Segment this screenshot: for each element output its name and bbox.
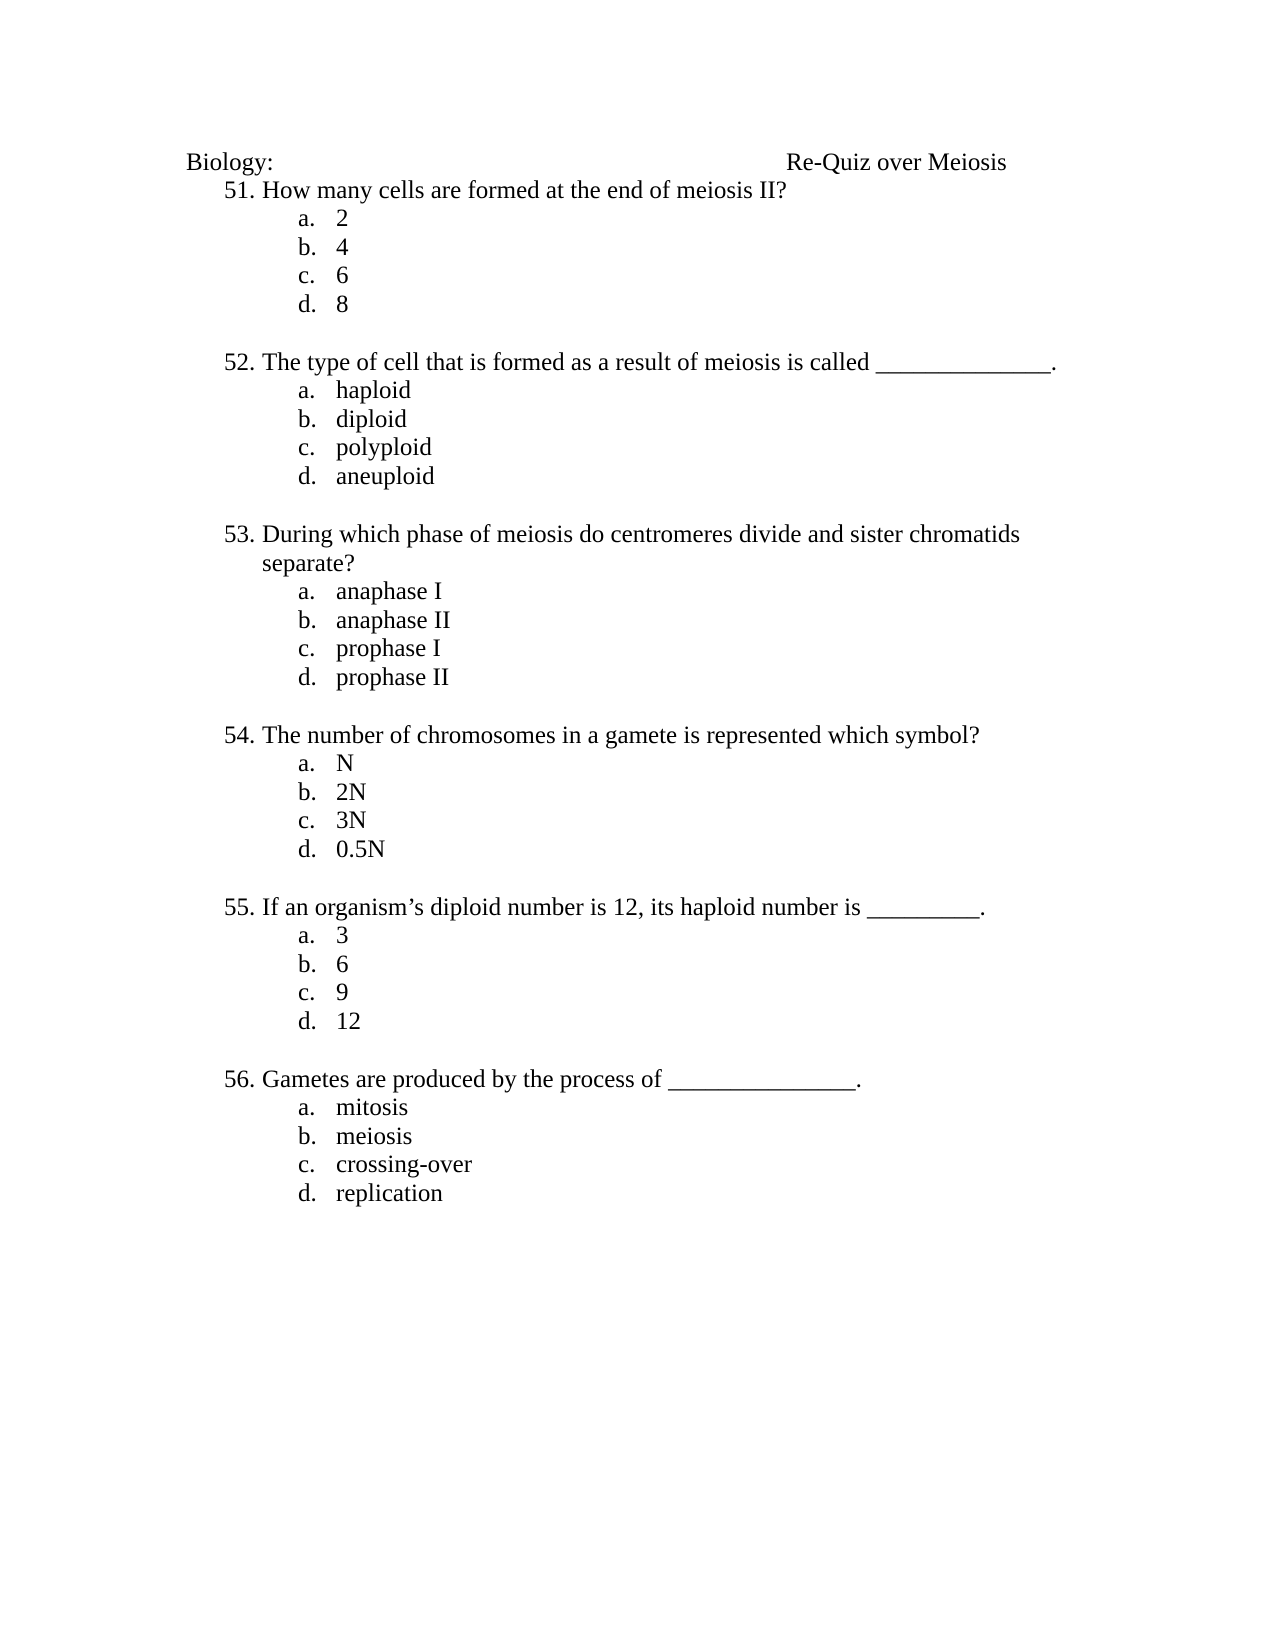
option-d xyxy=(224,1180,1054,1209)
option-c xyxy=(224,262,1054,291)
option-text: 6 xyxy=(336,262,349,290)
option-text: meiosis xyxy=(336,1122,413,1150)
question-text-continuation: separate? xyxy=(262,550,355,577)
option-a xyxy=(224,377,1054,406)
option-text: 8 xyxy=(336,290,349,318)
option-c xyxy=(224,979,1054,1008)
option-text: N xyxy=(336,750,355,777)
option-letter: b. xyxy=(298,233,317,261)
option-letter: d. xyxy=(298,835,317,863)
option-letter: b. xyxy=(298,405,317,433)
question-text: If an organism’s diploid number is 12, its haploid number is _________. xyxy=(262,894,986,921)
question-text: Gametes are produced by the process of _______________. xyxy=(262,1066,862,1093)
question-number: 54. xyxy=(224,722,256,749)
options-list xyxy=(224,922,1054,1036)
option-letter: a. xyxy=(298,750,316,777)
option-text: 2 xyxy=(336,205,349,232)
question-text: The type of cell that is formed as a result of meiosis is called ______________. xyxy=(262,349,1057,376)
option-text: mitosis xyxy=(336,1094,409,1121)
option-text: prophase I xyxy=(336,635,441,663)
option-text: 12 xyxy=(336,1007,361,1035)
option-letter: a. xyxy=(298,205,316,232)
option-letter: c. xyxy=(298,979,316,1007)
option-letter: c. xyxy=(298,807,316,835)
option-text: anaphase I xyxy=(336,578,443,605)
question-54 xyxy=(224,721,1054,864)
option-b xyxy=(224,779,1054,808)
option-text: 3 xyxy=(336,922,349,949)
quiz-title: Re-Quiz over Meiosis xyxy=(786,149,1007,176)
question-number: 55. xyxy=(224,894,256,921)
option-text: 6 xyxy=(336,950,349,978)
question-number: 52. xyxy=(224,349,256,376)
option-d xyxy=(224,291,1054,320)
question-number: 53. xyxy=(224,521,256,548)
question-stem xyxy=(224,348,1057,377)
option-letter: c. xyxy=(298,635,316,663)
option-text: haploid xyxy=(336,377,411,404)
option-letter: d. xyxy=(298,663,317,691)
option-a xyxy=(224,922,1054,951)
options-list xyxy=(224,205,1054,319)
option-letter: b. xyxy=(298,1122,317,1150)
options-list xyxy=(224,1094,1054,1208)
question-text: How many cells are formed at the end of meiosis II? xyxy=(262,177,787,204)
option-letter: d. xyxy=(298,1007,317,1035)
option-d xyxy=(224,836,1054,865)
subject-heading: Biology: xyxy=(186,149,274,176)
question-stem xyxy=(224,721,1054,750)
question-stem xyxy=(224,1065,1054,1094)
option-b xyxy=(224,951,1054,980)
option-text: aneuploid xyxy=(336,462,435,490)
option-b xyxy=(224,1123,1054,1152)
option-letter: b. xyxy=(298,778,317,806)
option-d xyxy=(224,463,1054,492)
option-text: 9 xyxy=(336,979,349,1007)
option-d xyxy=(224,1008,1054,1037)
options-list xyxy=(224,750,1054,864)
question-53 xyxy=(224,520,1054,692)
option-letter: a. xyxy=(298,578,316,605)
option-letter: b. xyxy=(298,950,317,978)
option-c xyxy=(224,434,1054,463)
option-letter: d. xyxy=(298,462,317,490)
options-list xyxy=(224,377,1054,491)
question-52 xyxy=(224,348,1057,491)
option-letter: a. xyxy=(298,922,316,949)
option-letter: c. xyxy=(298,262,316,290)
option-letter: c. xyxy=(298,434,316,462)
option-text: 4 xyxy=(336,233,349,261)
question-stem xyxy=(224,176,1054,205)
question-number: 56. xyxy=(224,1066,256,1093)
option-text: diploid xyxy=(336,405,407,433)
option-letter: b. xyxy=(298,606,317,634)
option-text: replication xyxy=(336,1179,443,1207)
option-letter: c. xyxy=(298,1151,316,1179)
option-b xyxy=(224,234,1054,263)
option-c xyxy=(224,1151,1054,1180)
question-51 xyxy=(224,176,1054,319)
question-number: 51. xyxy=(224,177,256,204)
option-a xyxy=(224,1094,1054,1123)
option-c xyxy=(224,807,1054,836)
option-letter: a. xyxy=(298,1094,316,1121)
question-56 xyxy=(224,1065,1054,1208)
option-a xyxy=(224,750,1054,779)
option-b xyxy=(224,406,1054,435)
option-d xyxy=(224,664,1054,693)
question-stem xyxy=(224,520,1054,549)
option-a xyxy=(224,578,1054,607)
option-text: 3N xyxy=(336,807,367,835)
question-55 xyxy=(224,893,1054,1036)
option-letter: d. xyxy=(298,290,317,318)
options-list xyxy=(224,578,1054,692)
option-letter: a. xyxy=(298,377,316,404)
option-a xyxy=(224,205,1054,234)
option-text: 2N xyxy=(336,778,367,806)
option-text: 0.5N xyxy=(336,835,386,863)
option-text: anaphase II xyxy=(336,606,451,634)
option-c xyxy=(224,635,1054,664)
option-letter: d. xyxy=(298,1179,317,1207)
question-text: The number of chromosomes in a gamete is represented which symbol? xyxy=(262,722,980,749)
option-b xyxy=(224,607,1054,636)
option-text: polyploid xyxy=(336,434,432,462)
option-text: crossing-over xyxy=(336,1151,473,1179)
question-stem xyxy=(224,893,1054,922)
question-text: During which phase of meiosis do centromeres divide and sister chromatids xyxy=(262,521,1021,548)
option-text: prophase II xyxy=(336,663,450,691)
